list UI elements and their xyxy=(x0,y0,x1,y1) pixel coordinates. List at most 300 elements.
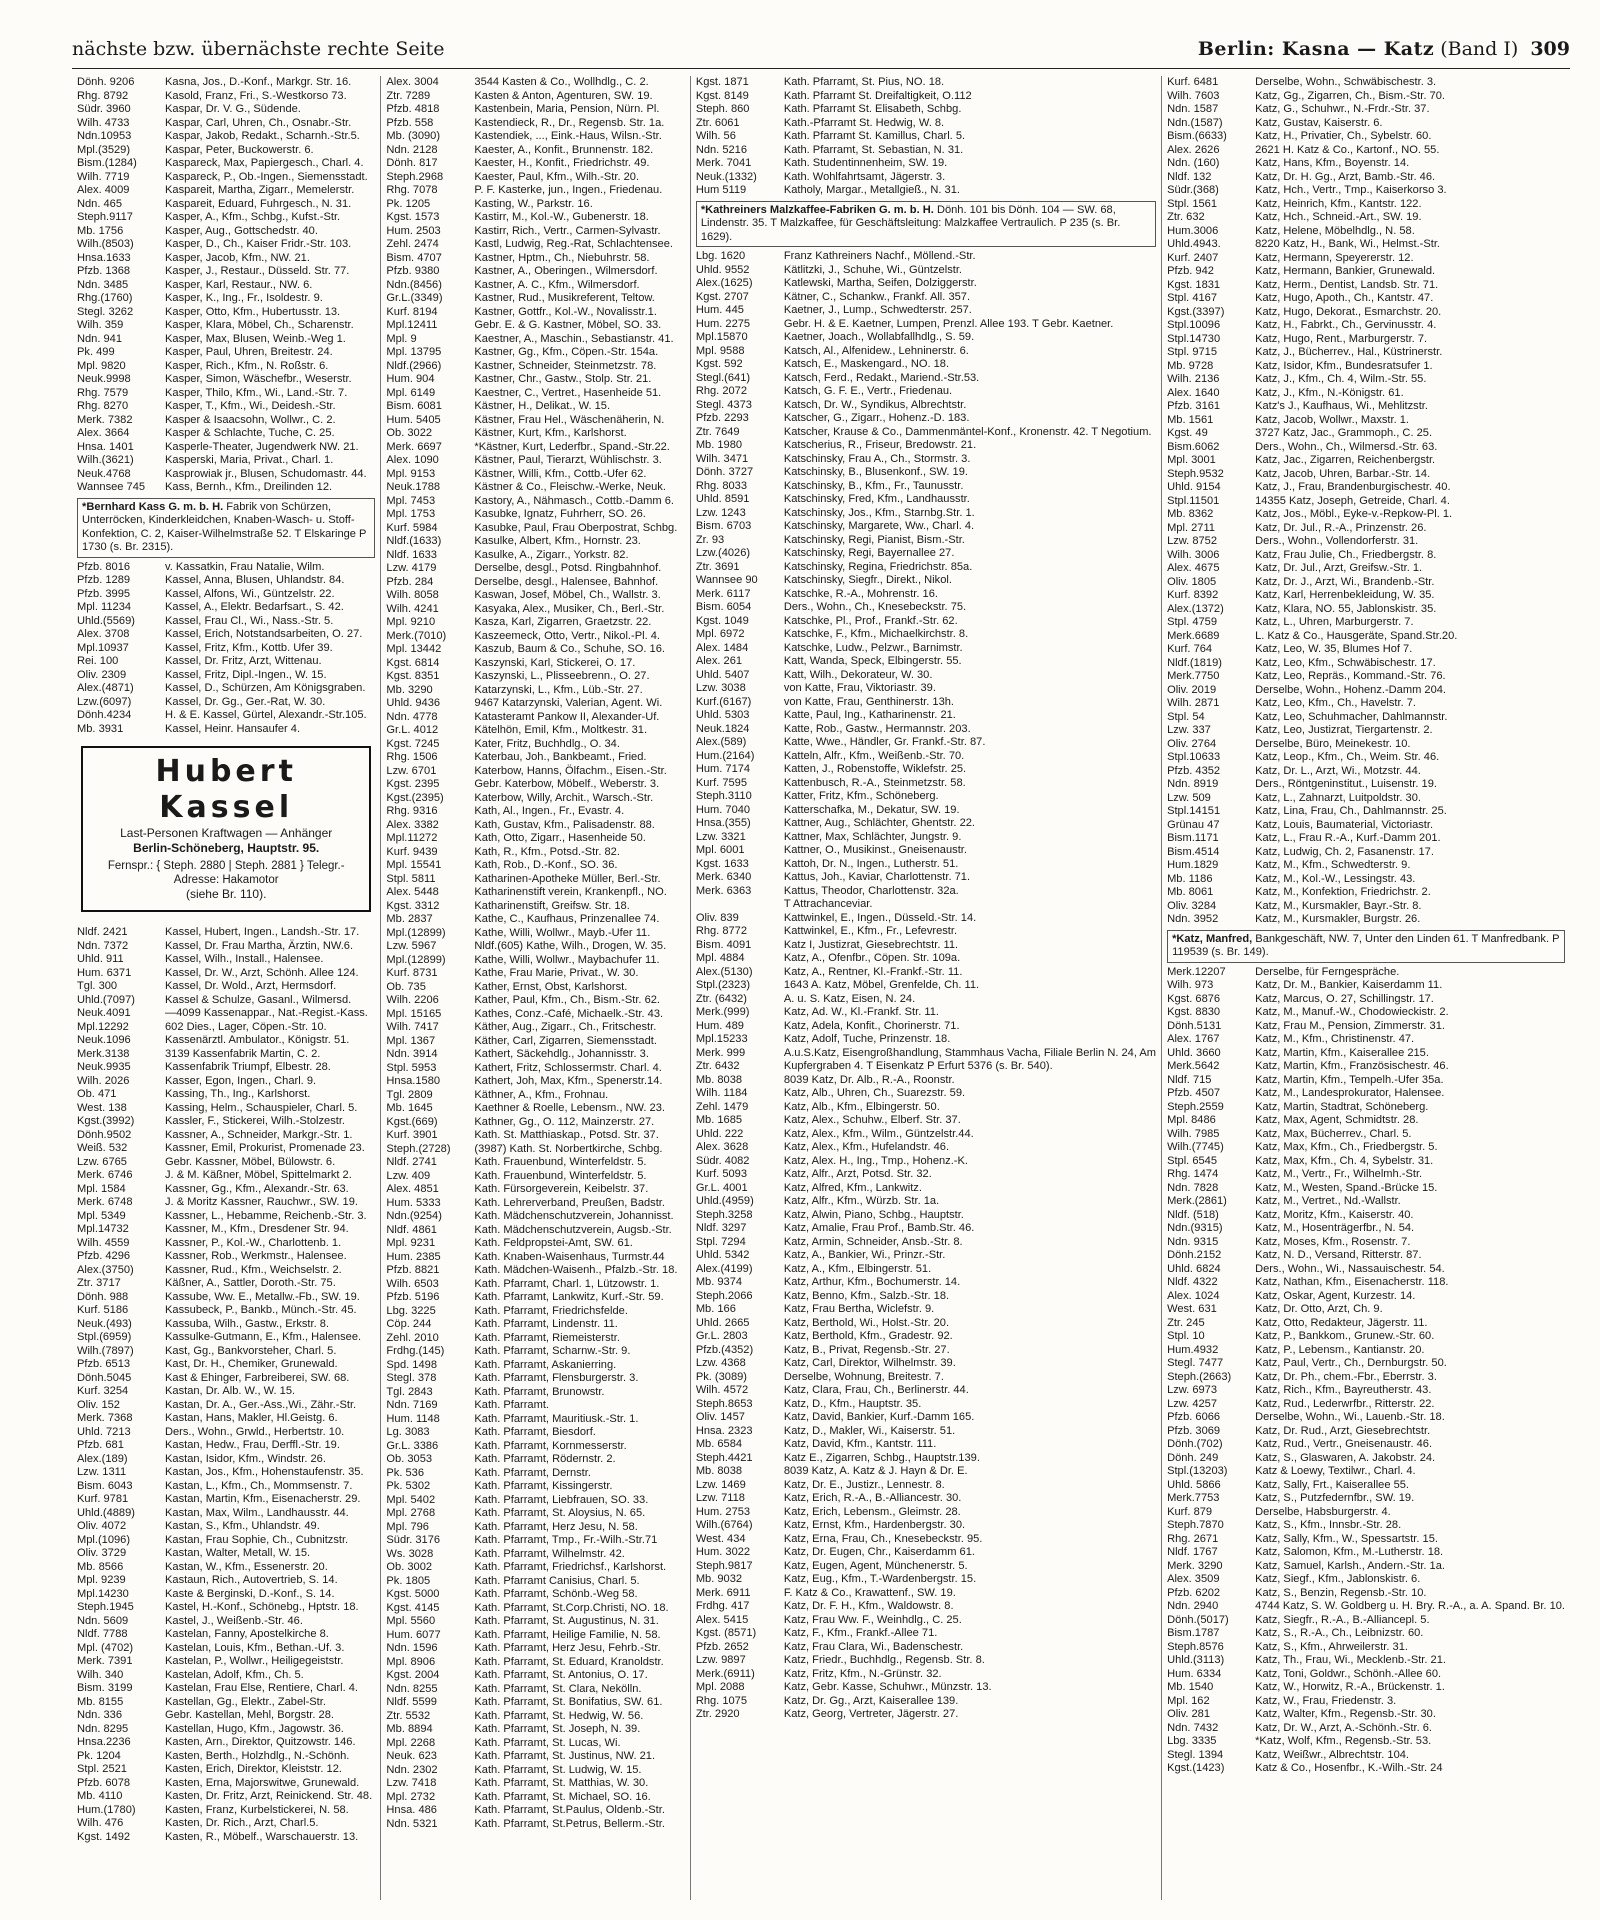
entry-phone: Mpl.15233 xyxy=(695,1033,748,1045)
entry-text: Katarzynski, L., Kfm., Lüb.-Str. 27. xyxy=(474,683,643,696)
entry-text: Katz & Co., Hosenfbr., K.-Wilh.-Str. 24 xyxy=(1255,1762,1443,1774)
entry-text: Derselbe, desgl., Potsd. Ringbahnhof. xyxy=(474,562,662,574)
entry-text: Katz, Alfred, Kfm., Lankwitz. xyxy=(783,1181,922,1194)
directory-entry xyxy=(696,1074,1156,1088)
entry-text: Kassuba, Wilh., Gastw., Erkstr. 8. xyxy=(165,1317,329,1330)
entry-text: Derselbe, Wohn., Hohenz.-Damm 204. xyxy=(1255,683,1447,696)
directory-entry xyxy=(77,252,375,266)
directory-entry xyxy=(696,1020,1156,1034)
directory-entry xyxy=(386,360,684,374)
directory-entry xyxy=(1167,711,1565,725)
entry-text: Katz, Moritz, Kfm., Kaiserstr. 40. xyxy=(1255,1208,1414,1221)
entry-phone: Kgst. (8571) xyxy=(695,1627,757,1639)
entry-text: Kassel, Erich, Notstandsarbeiten, O. 27. xyxy=(165,628,363,640)
directory-entry xyxy=(386,819,684,833)
entry-phone: Südr.(368) xyxy=(1167,184,1219,196)
entry-text: Katharinenstift verein, Krankenpfl., NO. xyxy=(474,886,667,898)
entry-phone: Mpl. 11234 xyxy=(77,601,132,613)
entry-text: Kassner, Rud., Kfm., Weichselstr. 2. xyxy=(165,1263,342,1276)
directory-entry xyxy=(386,1683,684,1697)
entry-phone: Kgst.(1423) xyxy=(1167,1762,1225,1774)
entry-text: Käthner, A., Kfm., Frohnau. xyxy=(474,1088,609,1101)
entry-phone: Nldf. 2741 xyxy=(386,1156,437,1168)
directory-entry xyxy=(1167,306,1565,320)
directory-entry xyxy=(1167,805,1565,819)
entry-phone: Frdhg.(145) xyxy=(386,1345,445,1357)
directory-entry xyxy=(696,250,1156,264)
entry-phone: Frdhg. 417 xyxy=(695,1600,750,1612)
entry-text: Katz, Friedr., Buchhdlg., Regensb. Str. 8. xyxy=(783,1654,985,1666)
entry-phone: Nldf. 7788 xyxy=(77,1628,128,1640)
entry-text: Katz, Adela, Konfit., Chorinerstr. 71. xyxy=(783,1019,960,1032)
directory-entry xyxy=(77,1763,375,1777)
directory-entry xyxy=(77,333,375,347)
directory-entry xyxy=(696,601,1156,615)
directory-entry xyxy=(696,1006,1156,1020)
directory-entry xyxy=(386,1251,684,1265)
entry-phone: Pfzb. 4818 xyxy=(386,103,440,115)
directory-entry xyxy=(77,1817,375,1831)
entry-phone: Wilh. 476 xyxy=(77,1817,124,1829)
directory-entry xyxy=(1167,1101,1565,1115)
entry-phone: Mb. 1540 xyxy=(1167,1681,1214,1693)
directory-entry xyxy=(77,561,375,575)
entry-phone: Merk. 7041 xyxy=(695,157,752,169)
directory-entry xyxy=(77,1372,375,1386)
directory-entry xyxy=(696,871,1156,885)
directory-entry xyxy=(696,736,1156,750)
entry-phone: Uhld. 5866 xyxy=(1167,1478,1221,1491)
entry-text: Katz, M., Kfm., Schwedterstr. 9. xyxy=(1255,859,1411,871)
entry-text: Kaspareck, P., Ob.-Ingen., Siemensstadt. xyxy=(165,170,368,183)
entry-phone: Ndn. 8255 xyxy=(386,1682,438,1695)
entry-text: Kaszynski, Karl, Stickerei, O. 17. xyxy=(474,656,636,669)
entry-phone: Alex. 261 xyxy=(695,655,743,667)
entry-text: Kaswan, Josef, Möbel, Ch., Wallstr. 3. xyxy=(474,589,661,601)
entry-text: Kath. Pfarramt, Askanierring. xyxy=(474,1358,617,1371)
directory-entry xyxy=(696,76,1156,90)
entry-text: Kath. Mädchenschutzverein, Augsb.-Str. xyxy=(474,1223,672,1236)
directory-entry xyxy=(77,76,375,90)
entry-phone: Rhg. 9316 xyxy=(386,805,438,817)
entry-phone: Ztr. 3717 xyxy=(77,1277,121,1289)
entry-text: Kath. Pfarramt, St. Eduard, Kranoldstr. xyxy=(474,1655,664,1668)
entry-phone: Oliv. 4072 xyxy=(77,1520,127,1532)
entry-text: Katschke, R.-A., Mohrenstr. 16. xyxy=(783,587,938,600)
entry-phone: Stpl. 2521 xyxy=(77,1763,127,1775)
directory-entry xyxy=(1167,495,1565,509)
directory-entry xyxy=(1167,979,1565,993)
entry-phone: Hnsa.2236 xyxy=(77,1736,131,1748)
directory-entry xyxy=(77,103,375,117)
directory-entry xyxy=(696,1330,1156,1344)
directory-entry xyxy=(77,669,375,683)
directory-entry xyxy=(1167,1249,1565,1263)
entry-phone: Ndn. 7372 xyxy=(77,939,129,952)
entry-text: Kastelan, Fanny, Apostelkirche 8. xyxy=(165,1628,329,1640)
entry-text: Kaste & Berginski, D.-Konf., S. 14. xyxy=(165,1587,335,1600)
entry-phone: Hnsa. 486 xyxy=(386,1804,437,1816)
ad-katz-manfred xyxy=(1167,930,1565,963)
entry-phone: Mpl. 6001 xyxy=(695,844,745,856)
directory-entry xyxy=(77,1790,375,1804)
ad-text: Fabrik von Schürzen, Unterröcken, Kinderkleidchen, Knaben-Wasch- u. Stoff-Konfektion, C. 2, Kaiser-Wilhelmstraße 52. T Elskaringe P 1730 (s. Br. 2315). xyxy=(82,500,367,553)
entry-phone: Dönh.9502 xyxy=(77,1128,132,1141)
directory-entry xyxy=(696,534,1156,548)
entry-phone: Merk.3138 xyxy=(77,1047,130,1060)
entry-text: Katz, Frau Clara, Wi., Badenschestr. xyxy=(783,1640,964,1653)
entry-phone: Dönh. 817 xyxy=(386,157,438,169)
entry-phone: Mpl. 2768 xyxy=(386,1507,436,1519)
directory-entry xyxy=(696,439,1156,453)
directory-entry xyxy=(696,480,1156,494)
directory-entry xyxy=(696,1128,1156,1142)
entry-text: *Katz, Wolf, Kfm., Regensb.-Str. 53. xyxy=(1255,1735,1432,1747)
entry-phone: Alex.(3750) xyxy=(77,1263,134,1276)
entry-phone: Steph.9117 xyxy=(77,211,133,223)
entry-phone: Stpl. 7294 xyxy=(695,1235,746,1248)
entry-text: Kassel, Dr. Gg., Ger.-Rat, W. 30. xyxy=(165,695,326,708)
entry-text: Kath. Pfarramt, Herz Jesu, N. 58. xyxy=(474,1520,638,1533)
directory-entry xyxy=(386,954,684,968)
entry-text: Kathe, Willi, Wollwr., Maybachufer 11. xyxy=(474,953,660,966)
entry-phone: Merk. 6746 xyxy=(77,1169,133,1181)
directory-entry xyxy=(386,535,684,549)
directory-entry xyxy=(696,1600,1156,1614)
entry-text: Kassel, Frau Cl., Wi., Nass.-Str. 5. xyxy=(165,614,334,627)
entry-phone: Wannsee 745 xyxy=(77,481,146,493)
entry-phone: Mb. 166 xyxy=(695,1303,736,1315)
entry-text: Katschinsky, Regina, Friedrichstr. 85a. xyxy=(783,560,973,573)
entry-text: Katz, M., Vertr., Fr., Wilhelmh.-Str. xyxy=(1255,1168,1423,1180)
entry-text: Katz, Erich, R.-A., B.-Alliancestr. 30. xyxy=(783,1492,962,1504)
entry-phone: Kgst. 2395 xyxy=(386,778,440,790)
entry-text: Katz, W., Frau, Friedenstr. 3. xyxy=(1255,1694,1397,1707)
entry-text: Kasper, Rich., Kfm., N. Roßstr. 6. xyxy=(165,359,329,372)
entry-text: Katschke, Pl., Prof., Frankf.-Str. 62. xyxy=(783,614,958,627)
entry-phone: Ndn.(1587) xyxy=(1167,116,1223,129)
entry-phone: Bism.1171 xyxy=(1167,832,1219,844)
entry-phone: Ztr. 7649 xyxy=(695,425,740,438)
entry-text: Kasulke, Albert, Kfm., Hornstr. 23. xyxy=(474,535,641,547)
entry-text: Kasulke, A., Zigarr., Yorkstr. 82. xyxy=(474,548,629,561)
entry-text: Kasten, Dr. Rich., Arzt, Charl.5. xyxy=(165,1817,319,1829)
entry-text: Käther, Aug., Zigarr., Ch., Fritschestr. xyxy=(474,1021,657,1033)
directory-entry xyxy=(77,1250,375,1264)
directory-entry xyxy=(386,1035,684,1049)
entry-text: Kassing, Th., Ing., Karlshorst. xyxy=(165,1088,311,1100)
entry-text: Kath. Pfarramt, Lindenstr. 11. xyxy=(474,1318,618,1330)
directory-entry xyxy=(696,1614,1156,1628)
directory-entry xyxy=(77,373,375,387)
directory-entry xyxy=(386,198,684,212)
entry-phone: Uhld.4943. xyxy=(1167,238,1221,250)
entry-text: Kaspar, Dr. V. G., Südende. xyxy=(165,103,301,115)
entry-phone: Uhld. 8591 xyxy=(695,493,750,505)
directory-entry xyxy=(386,333,684,347)
directory-entry xyxy=(386,1480,684,1494)
entry-phone: Südr. 3176 xyxy=(386,1534,441,1546)
entry-text: Kath. Pfarramt, St. Lucas, Wi. xyxy=(474,1736,621,1749)
entry-text: Kätner, C., Schankw., Frankf. All. 357. xyxy=(783,290,971,303)
directory-entry xyxy=(386,1143,684,1157)
entry-text: Kath. Pfarramt, Biesdorf. xyxy=(474,1426,596,1438)
entry-phone: Mpl. 5349 xyxy=(77,1209,126,1222)
directory-entry xyxy=(386,1332,684,1346)
directory-entry xyxy=(696,858,1156,872)
directory-entry xyxy=(386,238,684,252)
entry-phone: Kgst. 2004 xyxy=(386,1669,440,1681)
entry-text: Kätlitzki, J., Schuhe, Wi., Güntzelstr. xyxy=(783,263,962,276)
entry-text: Katz, Alex., Schuhw., Elberf. Str. 37. xyxy=(783,1114,961,1126)
entry-text: Kath. Pfarramt, Kornmesserstr. xyxy=(474,1439,627,1452)
entry-phone: Steph.7870 xyxy=(1167,1519,1224,1531)
directory-entry xyxy=(386,1413,684,1427)
entry-phone: Mpl. 9153 xyxy=(386,467,436,480)
entry-phone: Wilh. 2136 xyxy=(1167,373,1220,385)
entry-phone: Zr. 93 xyxy=(695,533,725,546)
directory-entry xyxy=(1167,1560,1565,1574)
entry-text: Katerbow, Hanns, Ölfachm., Eisen.-Str. xyxy=(474,764,667,777)
entry-phone: Ztr. 3691 xyxy=(695,560,740,573)
directory-entry xyxy=(77,184,375,198)
entry-phone: Hum. 2275 xyxy=(695,317,751,330)
entry-phone: Neuk.1824 xyxy=(695,722,750,735)
entry-phone: Alex. 4851 xyxy=(386,1183,439,1195)
entry-phone: Alex.(589) xyxy=(695,736,747,748)
directory-entry xyxy=(1167,684,1565,698)
entry-phone: Mpl. 9820 xyxy=(77,359,126,372)
directory-entry xyxy=(77,588,375,602)
entry-phone: Mpl. 796 xyxy=(386,1520,429,1533)
directory-entry xyxy=(77,1048,375,1062)
directory-entry xyxy=(1167,1195,1565,1209)
directory-entry xyxy=(77,940,375,954)
directory-entry xyxy=(386,1710,684,1724)
entry-phone: Stpl.14151 xyxy=(1167,805,1221,817)
entry-phone: Kgst. 6814 xyxy=(386,656,440,669)
entry-text: H. & E. Kassel, Gürtel, Alexandr.-Str.105. xyxy=(165,709,367,721)
entry-text: Kasperski, Maria, Privat., Charl. 1. xyxy=(165,454,334,466)
entry-phone: Mb. 8566 xyxy=(77,1560,124,1573)
entry-text: Katschinsky, Regi, Bayernallee 27. xyxy=(783,547,955,559)
entry-phone: Rhg.(1760) xyxy=(77,292,133,304)
entry-text: 3727 Katz, Jac., Grammoph., C. 25. xyxy=(1255,427,1433,439)
entry-phone: Bism. 6081 xyxy=(386,400,442,412)
directory-entry xyxy=(386,171,684,185)
entry-text: Katz, Jacob, Uhren, Barbar.-Str. 14. xyxy=(1255,467,1431,480)
entry-text: Ders., Wohn., Grwld., Herbertstr. 10. xyxy=(165,1425,345,1438)
entry-text: Kastelan, Frau Else, Rentiere, Charl. 4. xyxy=(165,1682,358,1694)
directory-entry xyxy=(386,697,684,711)
entry-phone: Ob. 735 xyxy=(386,980,426,993)
entry-phone: Dönh. 3727 xyxy=(695,466,754,478)
entry-phone: Pfzb. 4352 xyxy=(1167,764,1221,777)
entry-text: Katz, Eug., Kfm., T.-Wardenbergstr. 15. xyxy=(783,1573,977,1585)
entry-phone: Stpl. 9715 xyxy=(1167,346,1218,358)
entry-text: Kattenbusch, R.-A., Steinmetzstr. 58. xyxy=(783,776,966,789)
directory-entry xyxy=(386,211,684,225)
directory-entry xyxy=(696,1371,1156,1385)
directory-entry xyxy=(1167,333,1565,347)
entry-phone: Alex. 1767 xyxy=(1167,1033,1220,1045)
entry-text: Kath, Gustav, Kfm., Palisadenstr. 88. xyxy=(474,818,655,831)
entry-text: Kasper & Isaacsohn, Wollwr., C. 2. xyxy=(165,413,336,426)
entry-text: Kast & Ehinger, Farbreiberei, SW. 68. xyxy=(165,1371,350,1384)
directory-entry xyxy=(386,130,684,144)
entry-text: Katz, Dr. Eugen, Chr., Kaiserdamm 61. xyxy=(783,1546,975,1558)
entry-text: Katz, A., Ofenfbr., Cöpen. Str. 109a. xyxy=(783,952,961,964)
entry-phone: Merk. 6117 xyxy=(695,587,751,600)
directory-entry xyxy=(1167,1600,1565,1614)
directory-entry xyxy=(386,1197,684,1211)
entry-text: Katz, Weißwr., Albrechtstr. 104. xyxy=(1255,1748,1409,1761)
directory-entry xyxy=(386,1116,684,1130)
entry-phone: Dönh.4234 xyxy=(77,709,132,721)
directory-entry xyxy=(386,1426,684,1440)
entry-phone: Merk.6689 xyxy=(1167,629,1220,642)
directory-entry xyxy=(386,805,684,819)
entry-phone: Steph. 860 xyxy=(695,103,750,115)
entry-phone: Hum.(2164) xyxy=(695,749,755,762)
entry-phone: Mpl.12292 xyxy=(77,1020,129,1033)
entry-text: Kath. Pfarramt, Scharnw.-Str. 9. xyxy=(474,1345,631,1357)
directory-entry xyxy=(1167,1546,1565,1560)
directory-entry xyxy=(77,696,375,710)
entry-phone: Ztr. 245 xyxy=(1167,1316,1205,1329)
entry-text: Kater, Fritz, Buchhdlg., O. 34. xyxy=(474,737,620,750)
directory-entry xyxy=(386,346,684,360)
entry-text: Katz, Carl, Direktor, Wilhelmstr. 39. xyxy=(783,1357,956,1369)
entry-phone: Nldf.(1633) xyxy=(386,535,442,547)
entry-text: Katz, J., Frau, Brandenburgischestr. 40. xyxy=(1255,481,1451,493)
entry-phone: Lzw. 4179 xyxy=(386,562,437,574)
entry-phone: Mb. 8038 xyxy=(695,1465,743,1477)
directory-entry xyxy=(386,1359,684,1373)
directory-entry xyxy=(1167,1695,1565,1709)
directory-entry xyxy=(77,1493,375,1507)
directory-entry xyxy=(386,319,684,333)
entry-text: Katz, Amalie, Frau Prof., Bamb.Str. 46. xyxy=(783,1222,975,1234)
entry-text: Kaspareit, Martha, Zigarr., Memelerstr. xyxy=(165,184,355,196)
entry-phone: Stegl.(641) xyxy=(695,371,751,384)
entry-text: Katz, Berthold, Kfm., Gradestr. 92. xyxy=(783,1330,953,1342)
ad-phones: Fernspr.: { Steph. 2880 | Steph. 2881 } Telegr.-Adresse: Hakamotor xyxy=(107,860,345,886)
directory-entry xyxy=(1167,346,1565,360)
entry-phone: Rhg. 2072 xyxy=(695,385,748,397)
entry-text: Katz, Dr. F. H., Kfm., Waldowstr. 8. xyxy=(783,1600,954,1612)
entry-text: Kattoh, Dr. N., Ingen., Lutherstr. 51. xyxy=(783,857,959,870)
entry-text: Kasper, J., Restaur., Düsseld. Str. 77. xyxy=(165,265,350,277)
directory-entry xyxy=(696,1195,1156,1209)
entry-phone: Neuk.4768 xyxy=(77,467,131,480)
directory-entry xyxy=(696,790,1156,804)
directory-entry xyxy=(1167,1060,1565,1074)
entry-phone: Ob. 471 xyxy=(77,1088,117,1100)
entry-phone: Mpl. 2732 xyxy=(386,1790,436,1803)
entry-phone: Pfzb. 1368 xyxy=(77,265,131,277)
entry-text: Katz, S., Benzin, Regensb.-Str. 10. xyxy=(1255,1586,1427,1599)
entry-text: 14355 Katz, Joseph, Getreide, Charl. 4. xyxy=(1255,494,1450,507)
entry-phone: Kurf. 7595 xyxy=(695,776,748,789)
directory-entry xyxy=(696,642,1156,656)
directory-entry xyxy=(1167,1047,1565,1061)
entry-text: Franz Kathreiners Nachf., Möllend.-Str. xyxy=(783,250,976,262)
entry-text: Derselbe, Büro, Meinekestr. 10. xyxy=(1255,737,1411,750)
directory-entry xyxy=(77,454,375,468)
directory-entry xyxy=(77,1304,375,1318)
directory-entry xyxy=(696,885,1156,899)
entry-text: Kastaun, Rich., Autovertrieb, S. 14. xyxy=(165,1574,338,1586)
directory-entry xyxy=(77,1534,375,1548)
directory-entry xyxy=(696,1222,1156,1236)
entry-text: A. u. S. Katz, Eisen, N. 24. xyxy=(783,992,916,1005)
directory-entry xyxy=(696,1519,1156,1533)
entry-phone: Hum.3006 xyxy=(1167,224,1219,237)
entry-phone: Pfzb. 9380 xyxy=(386,265,440,277)
entry-phone: Kgst. 1573 xyxy=(386,211,440,223)
directory-entry xyxy=(386,1615,684,1629)
directory-entry xyxy=(1167,211,1565,225)
entry-phone: Kgst. 8830 xyxy=(1167,1006,1221,1018)
entry-text: Kath, R., Kfm., Potsd.-Str. 82. xyxy=(474,845,620,858)
directory-entry xyxy=(77,1439,375,1453)
directory-entry xyxy=(77,400,375,414)
entry-text: Kastner, Schneider, Steinmetzstr. 78. xyxy=(474,359,657,372)
directory-entry xyxy=(696,399,1156,413)
entry-text: Katerbau, Joh., Bankbeamt., Fried. xyxy=(474,751,647,763)
directory-entry xyxy=(77,1169,375,1183)
entry-text: Kath. Pfarramt St. Dreifaltigkeit, O.112 xyxy=(783,89,972,102)
entry-phone: Uhld.(3113) xyxy=(1167,1654,1225,1666)
entry-phone: Dönh.5131 xyxy=(1167,1019,1222,1032)
entry-phone: Pfzb. 8016 xyxy=(77,560,131,573)
entry-phone: Uhld. 9552 xyxy=(695,263,750,276)
ad-kathreiner xyxy=(696,201,1156,248)
directory-entry xyxy=(1167,1492,1565,1506)
entry-phone: Alex. 1640 xyxy=(1167,386,1220,399)
entry-text: Katschinsky, Fred, Kfm., Landhausstr. xyxy=(783,493,970,505)
entry-phone: Tgl. 300 xyxy=(77,980,118,992)
entry-phone: Wilh. 3006 xyxy=(1167,548,1220,561)
directory-entry xyxy=(386,765,684,779)
entry-text: Kath. Pfarramt, Dernstr. xyxy=(474,1466,591,1479)
entry-phone: Wilh. 2206 xyxy=(386,994,439,1006)
entry-text: Katz, Georg, Vertreter, Jägerstr. 27. xyxy=(783,1708,959,1720)
directory-entry xyxy=(696,1209,1156,1223)
entry-phone: Dönh. 249 xyxy=(1167,1451,1219,1464)
entry-text: Katz, Jac., Zigarren, Reichenbergstr. xyxy=(1255,454,1436,466)
entry-text: Ders., Wohn., Ch., Wilmersd.-Str. 63. xyxy=(1255,440,1438,453)
directory-entry xyxy=(77,1061,375,1075)
entry-phone: Alex.(1372) xyxy=(1167,602,1224,615)
entry-phone: Nldf. 4861 xyxy=(386,1223,437,1236)
entry-phone: Alex.(1625) xyxy=(695,277,753,289)
entry-phone: Hum. 6334 xyxy=(1167,1667,1222,1680)
directory-entry xyxy=(386,832,684,846)
entry-phone: Ob. 3022 xyxy=(386,427,433,439)
entry-text: 8039 Katz, A. Katz & J. Hayn & Dr. E. xyxy=(783,1465,968,1477)
entry-text: Katschinsky, Jos., Kfm., Starnbg.Str. 1. xyxy=(783,506,975,519)
directory-entry xyxy=(77,994,375,1008)
directory-entry xyxy=(77,1264,375,1278)
entry-text: Katz, Adolf, Tuche, Prinzenstr. 18. xyxy=(783,1033,951,1045)
directory-entry xyxy=(696,1263,1156,1277)
directory-entry xyxy=(1167,117,1565,131)
entry-phone: Uhld.(4959) xyxy=(695,1195,754,1207)
directory-entry xyxy=(1167,1438,1565,1452)
entry-phone: Uhld. 7213 xyxy=(77,1425,131,1438)
